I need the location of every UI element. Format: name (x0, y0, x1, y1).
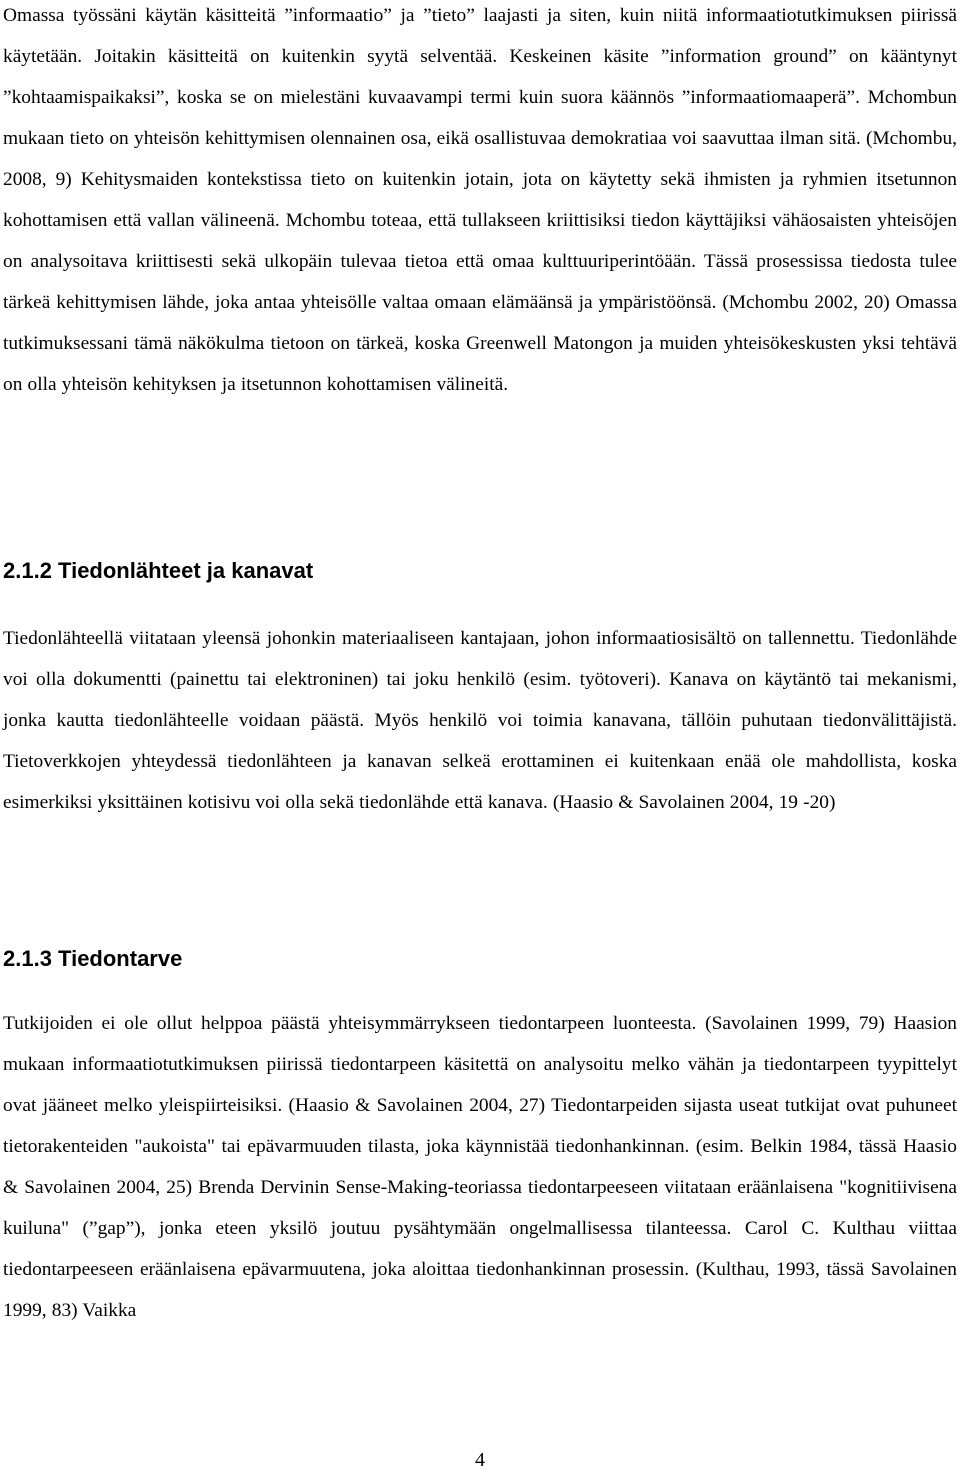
paragraph-information-need: Tutkijoiden ei ole ollut helppoa päästä yhteisymmärrykseen tiedontarpeen luonteesta. (Savolainen 1999, 79) Haasion mukaan informaatiotutkimuksen piirissä tiedontarpeen käsitettä on analysoitu melko vähän ja tiedontarpeen tyypittelyt ovat jääneet melko yleispiirteisiksi. (Haasio & Savolainen 2004, 27) Tiedontarpeiden sijasta useat tutkijat ovat puhuneet tietorakenteiden "aukoista" tai epävarmuuden tilasta, joka käynnistää tiedonhankinnan. (esim. Belkin 1984, tässä Haasio & Savolainen 2004, 25) Brenda Dervinin Sense-Making-teoriassa tiedontarpeeseen viitataan eräänlaisena "kognitiivisena kuiluna" (”gap”), jonka eteen yksilö joutuu pysähtymään ongelmallisessa tilanteessa. Carol C. Kulthau viittaa tiedontarpeeseen eräänlaisena epävarmuutena, joka aloittaa tiedonhankinnan prosessin. (Kulthau, 1993, tässä Savolainen 1999, 83) Vaikka (3, 1013, 957, 1321)
paragraph-sources-and-channels: Tiedonlähteellä viitataan yleensä johonkin materiaaliseen kantajaan, johon informaatiosisältö on tallennettu. Tiedonlähde voi olla dokumentti (painettu tai elektroninen) tai joku henkilö (esim. työtoveri). Kanava on käytäntö tai mekanismi, jonka kautta tiedonlähteelle voidaan päästä. Myös henkilö voi toimia kanavana, tällöin puhutaan tiedonvälittäjistä. Tietoverkkojen yhteydessä tiedonlähteen ja kanavan selkeä erottaminen ei kuitenkaan enää ole mahdollista, koska esimerkiksi yksittäinen kotisivu voi olla sekä tiedonlähde että kanava. (Haasio & Savolainen 2004, 19 -20) (3, 628, 957, 813)
section-heading-information-need: 2.1.3 Tiedontarve (3, 946, 183, 971)
section-heading-sources-and-channels: 2.1.2 Tiedonlähteet ja kanavat (3, 558, 314, 583)
page-number: 4 (475, 1449, 485, 1471)
paragraph-information-concepts: Omassa työssäni käytän käsitteitä ”informaatio” ja ”tieto” laajasti ja siten, kuin niitä informaatiotutkimuksen piirissä käytetään. Joitakin käsitteitä on kuitenkin syytä selventää. Keskeinen käsite ”information ground” on kääntynyt ”kohtaamispaikaksi”, koska se on mielestäni kuvaavampi termi kuin suora käännös ”informaatiomaaperä”. Mchombun mukaan tieto on yhteisön kehittymisen olennainen osa, eikä osallistuvaa demokratiaa voi saavuttaa ilman sitä. (Mchombu, 2008, 9) Kehitysmaiden kontekstissa tieto on kuitenkin jotain, jota on käytetty sekä ihmisten ja ryhmien itsetunnon kohottamisen että vallan välineenä. Mchombu toteaa, että tullakseen kriittisiksi tiedon käyttäjiksi vähäosaisten yhteisöjen on analysoitava kriittisesti sekä ulkopäin tulevaa tietoa että omaa kulttuuriperintöään. Tässä prosessissa tiedosta tulee tärkeä kehittymisen lähde, joka antaa yhteisölle valtaa omaan elämäänsä ja ympäristöönsä. (Mchombu 2002, 20) Omassa tutkimuksessani tämä näkökulma tietoon on tärkeä, koska Greenwell Matongon ja muiden yhteisökeskusten yksi tehtävä on olla yhteisön kehityksen ja itsetunnon kohottamisen välineitä. (3, 5, 957, 395)
